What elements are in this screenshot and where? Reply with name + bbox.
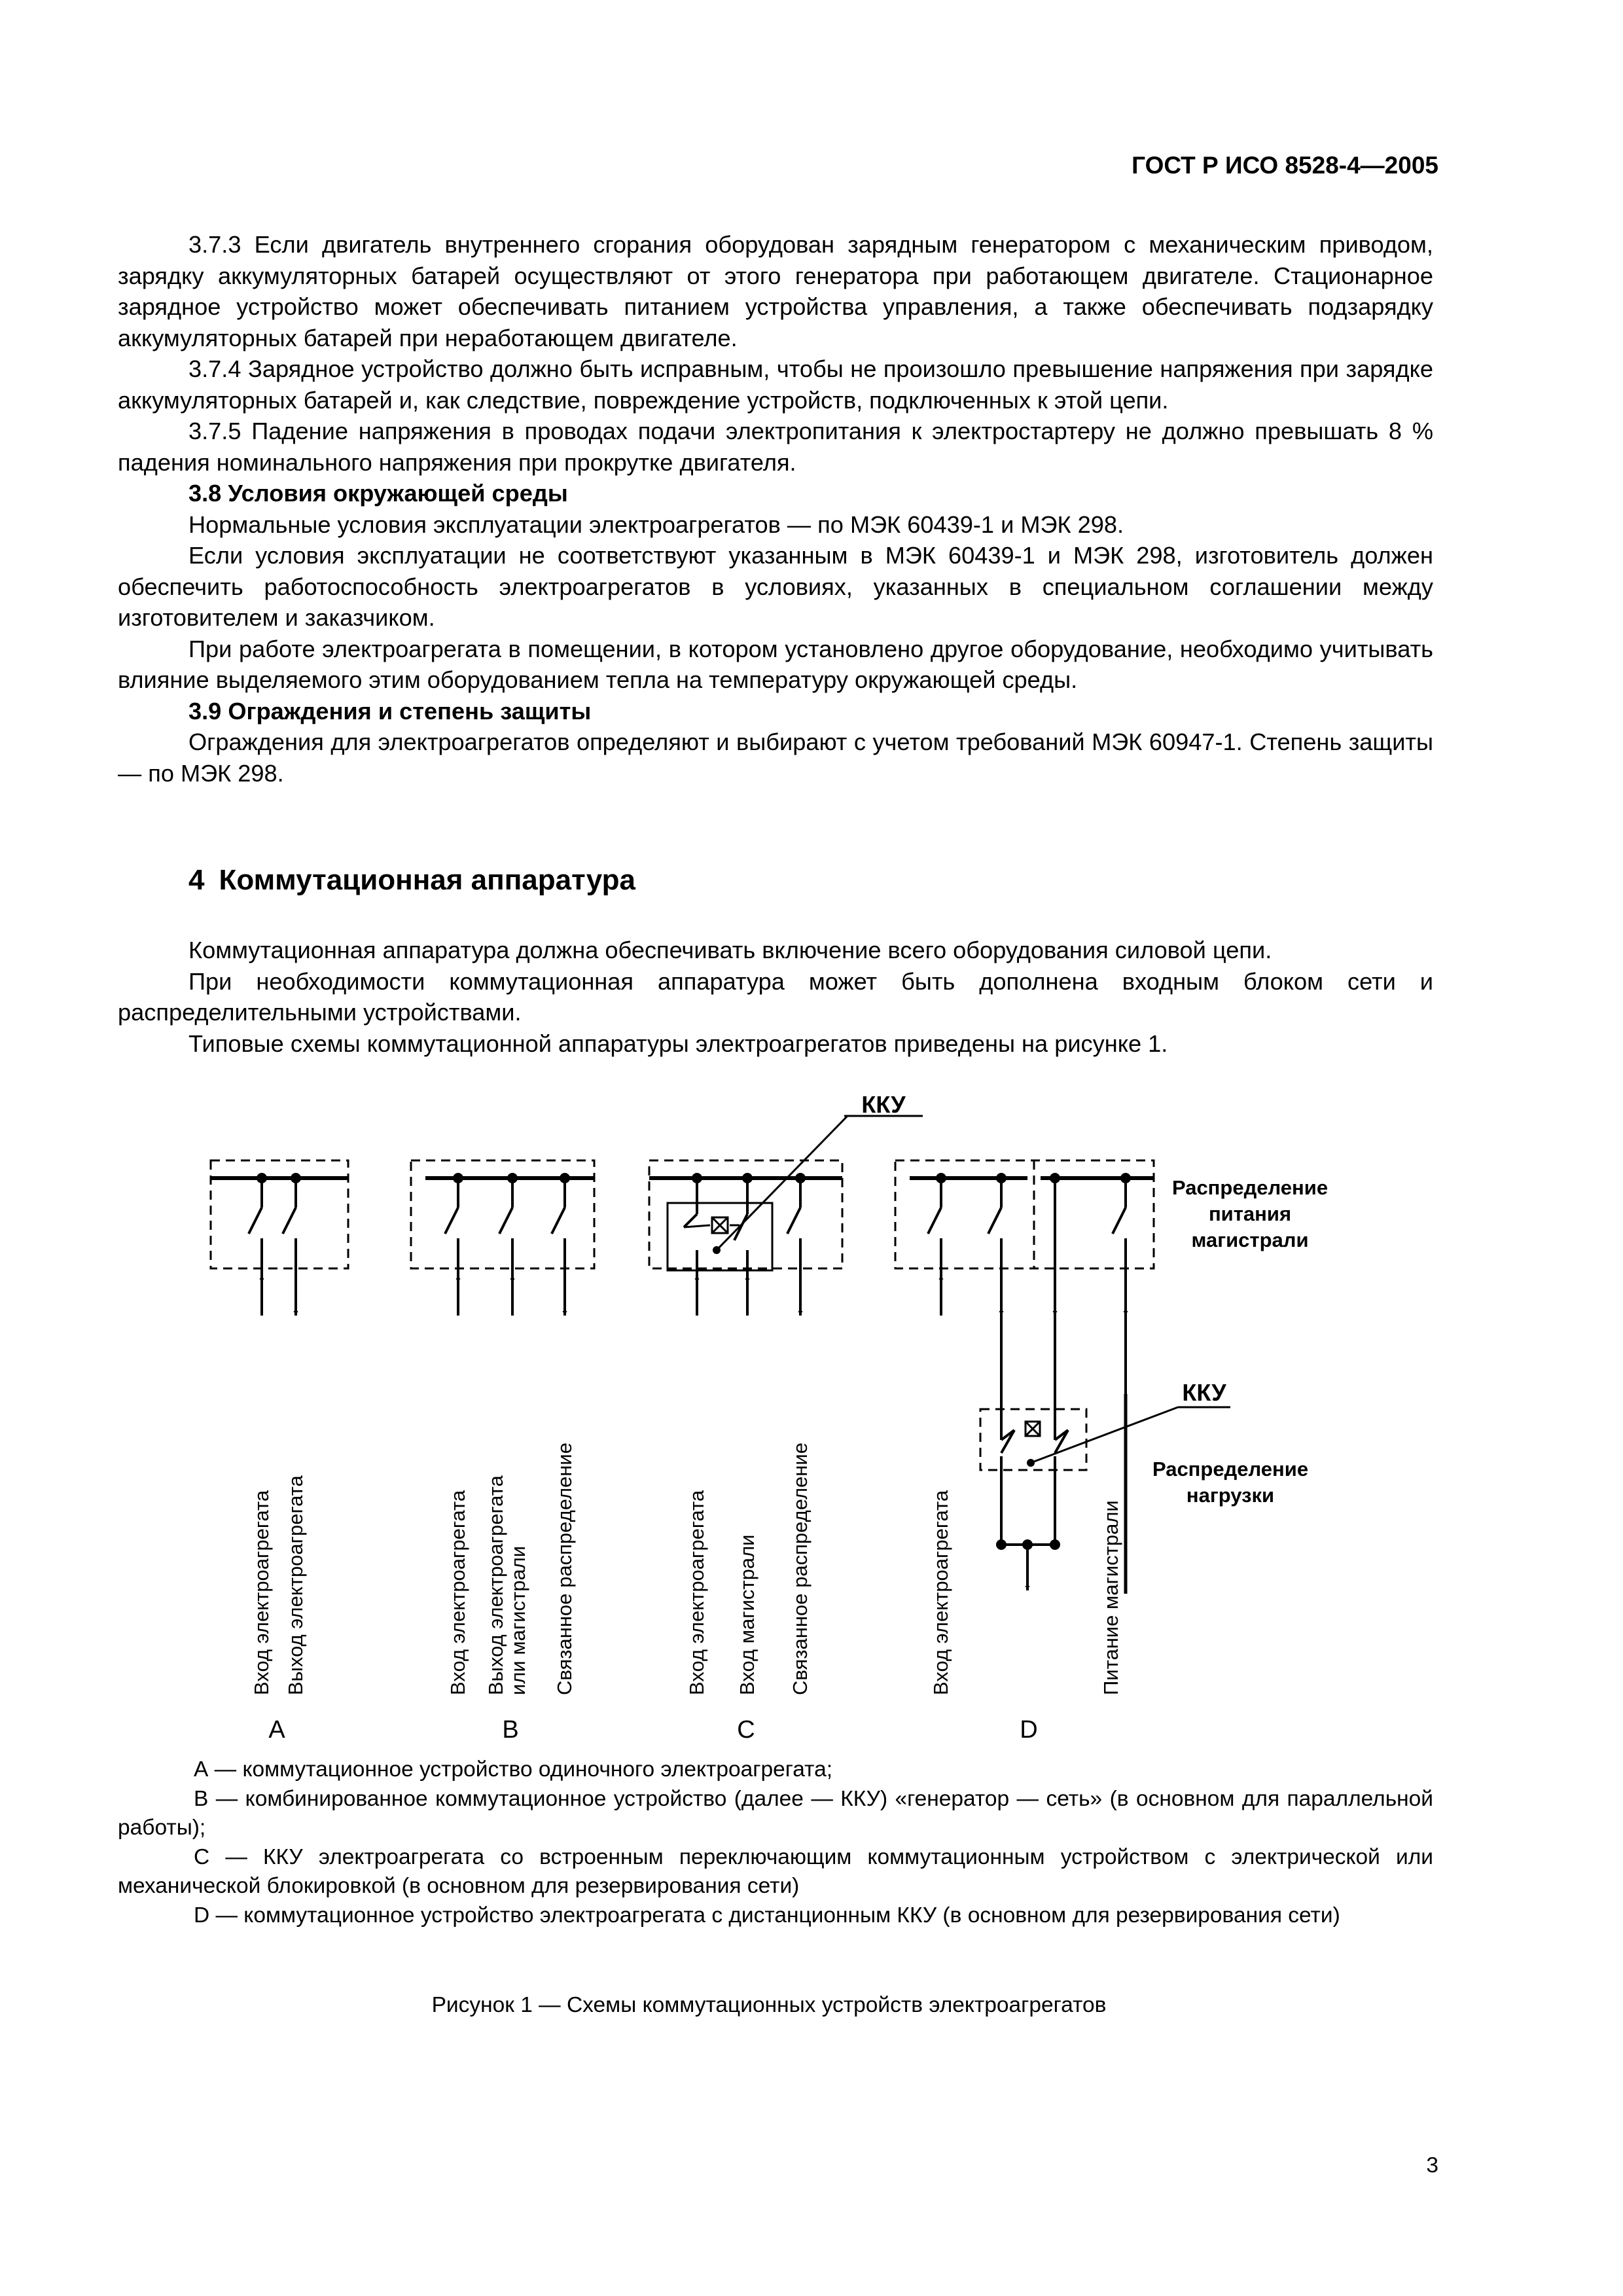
paragraph-3-8-b: Если условия эксплуатации не соответствуют указанным в МЭК 60439-1 и МЭК 298, изготовитель должен обеспечить работоспособность электроагрегатов в условиях, указанных в специальном соглашении между изготовителем и заказчиком. (118, 542, 1433, 631)
label-a2: Выход электроагрегата (284, 1475, 307, 1695)
page-number: 3 (1426, 2153, 1438, 2178)
legend-b: В — комбинированное коммутационное устройство (далее — ККУ) «генератор — сеть» (в основном для параллельной работы); (118, 1786, 1433, 1840)
figure-caption: Рисунок 1 — Схемы коммутационных устройств электроагрегатов (431, 1993, 1107, 2017)
paragraph-3-7-5: 3.7.5 Падение напряжения в проводах подачи электропитания к электростартеру не должно превышать 8 % падения номинального напряжения при прокрутке двигателя. (118, 418, 1433, 476)
label-c3: Связанное распределение (789, 1443, 812, 1695)
label-c1: Вход электроагрегата (685, 1490, 708, 1695)
kku-leader-c (717, 1116, 847, 1250)
figure-legend (118, 1755, 1433, 1930)
body-text-section (118, 935, 1433, 1059)
vertical-labels (250, 1443, 1122, 1695)
mains-distribution-line1: Распределение (1171, 1176, 1329, 1199)
mains-distribution-line3: магистрали (1191, 1229, 1309, 1251)
switchgear-diagram (118, 1086, 1427, 1741)
label-b1: Вход электроагрегата (446, 1490, 469, 1695)
load-distribution-line1: Распределение (1152, 1458, 1309, 1480)
paragraph-3-7-3: 3.7.3 Если двигатель внутреннего сгорания оборудован зарядным генератором с механическим приводом, зарядку аккумуляторных батарей осуществляют от этого генератора при работающем двигателе. Стационарное зарядное устройство может обеспечивать питанием устройства управления, а также обеспечивать подзарядку аккумуляторных батарей при неработающем двигателе. (118, 231, 1433, 351)
label-b2-line2: или магистрали (507, 1545, 529, 1695)
letter-c: C (737, 1716, 755, 1741)
letter-a: A (268, 1716, 285, 1741)
letter-b: B (502, 1716, 519, 1741)
subheading-3-9: 3.9 Ограждения и степень защиты (188, 697, 592, 725)
paragraph-3-7-4: 3.7.4 Зарядное устройство должно быть исправным, чтобы не произошло превышение напряжения при зарядке аккумуляторных батарей и, как следствие, повреждение устройств, подключенных к этой цепи. (118, 355, 1433, 414)
scheme-letters (268, 1716, 1037, 1741)
paragraph-4-b: При необходимости коммутационная аппаратура может быть дополнена входным блоком сети и распределительными устройствами. (118, 967, 1433, 1026)
scheme-c (649, 1116, 847, 1316)
scheme-a (211, 1160, 348, 1316)
label-d2: Питание магистрали (1099, 1500, 1122, 1695)
side-labels (1152, 1176, 1328, 1507)
label-c2: Вход магистрали (736, 1534, 758, 1695)
section-title: Коммутационная аппаратура (219, 864, 636, 896)
switch-a1 (249, 1208, 262, 1234)
load-distribution-line2: нагрузки (1186, 1484, 1275, 1507)
paragraph-3-9: Ограждения для электроагрегатов определяют и выбирают с учетом требований МЭК 60947-1. Степень защиты — по МЭК 298. (118, 728, 1433, 787)
body-text-top (118, 229, 1433, 789)
scheme-b (411, 1160, 594, 1316)
label-b2-line1: Выход электроагрегата (484, 1475, 507, 1695)
kku-leader-d (1031, 1407, 1178, 1463)
paragraph-4-a: Коммутационная аппаратура должна обеспечивать включение всего оборудования силовой цепи. (188, 937, 1272, 963)
label-a1: Вход электроагрегата (250, 1490, 273, 1695)
section-number: 4 (188, 864, 205, 896)
paragraph-3-8-c: При работе электроагрегата в помещении, в котором установлено другое оборудование, необходимо учитывать влияние выделяемого этим оборудованием тепла на температуру окружающей среды. (118, 635, 1433, 693)
section-heading (188, 864, 635, 897)
label-d1: Вход электроагрегата (929, 1490, 952, 1695)
mains-distribution-line2: питания (1208, 1202, 1292, 1225)
legend-d: D — коммутационное устройство электроагрегата с дистанционным ККУ (в основном для резервирования сети) (194, 1903, 1340, 1928)
kku-box-c (668, 1203, 772, 1270)
legend-a: А — коммутационное устройство одиночного электроагрегата; (194, 1757, 833, 1782)
label-b3: Связанное распределение (553, 1443, 576, 1695)
paragraph-4-c: Типовые схемы коммутационной аппаратуры электроагрегатов приведены на рисунке 1. (188, 1030, 1168, 1057)
legend-c: С — ККУ электроагрегата со встроенным переключающим коммутационным устройством с электрической или механической блокировкой (в основном для резервирования сети) (118, 1844, 1433, 1898)
subheading-3-8: 3.8 Условия окружающей среды (188, 480, 568, 507)
switch-a2 (283, 1208, 296, 1234)
kku-label-c: ККУ (861, 1091, 906, 1118)
kku-label-d: ККУ (1182, 1379, 1226, 1406)
document-header: ГОСТ Р ИСО 8528-4—2005 (1132, 152, 1438, 179)
paragraph-3-8-a: Нормальные условия эксплуатации электроагрегатов — по МЭК 60439-1 и МЭК 298. (188, 511, 1124, 538)
letter-d: D (1020, 1716, 1038, 1741)
